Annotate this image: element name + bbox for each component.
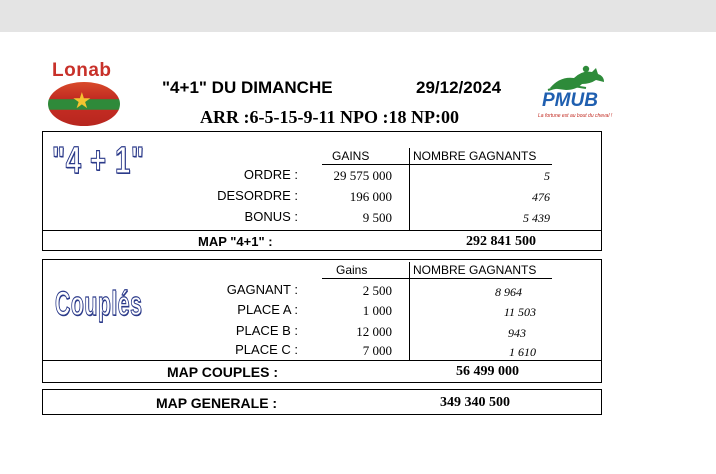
row-winners: 943 [508,326,526,340]
row-label: DESORDRE : [217,188,298,203]
column-divider [409,262,410,360]
map-generale-value: 349 340 500 [440,395,510,410]
row-label: BONUS : [244,209,298,224]
gains-header: Gains [336,263,368,277]
map-couples-label: MAP COUPLES : [167,364,278,380]
row-winners: 8 964 [495,285,522,299]
section-4plus1-big-label: "4 + 1" [52,140,145,182]
map-generale-label: MAP GENERALE : [156,395,278,411]
row-gain: 196 000 [349,189,392,204]
row-gain: 12 000 [356,324,392,339]
row-label: PLACE A : [237,302,298,317]
row-label: ORDRE : [243,167,298,182]
winners-header: NOMBRE GAGNANTS [413,263,537,277]
section-4plus1-divider [42,230,602,231]
gains-header: GAINS [332,149,370,163]
map-4plus1-label: MAP "4+1" : [198,234,273,249]
header-underline [322,278,552,279]
map-couples-value: 56 499 000 [456,364,519,379]
winners-header: NOMBRE GAGNANTS [413,149,537,163]
pmub-tagline: La fortune est au bout du cheval ! [538,113,613,119]
column-divider [409,148,410,230]
lonab-logo [46,60,124,130]
row-label: GAGNANT : [226,282,298,297]
top-bar [0,0,716,32]
row-winners: 5 [544,169,550,183]
map-generale-box [42,389,602,415]
row-winners: 476 [532,190,550,204]
row-gain: 9 500 [362,210,392,225]
header-underline [322,164,552,165]
section-couples-divider [42,360,602,361]
draw-date: 29/12/2024 [416,78,502,97]
row-gain: 2 500 [362,283,392,298]
row-gain: 7 000 [362,343,392,358]
lonab-logo-text: Lonab [52,60,112,81]
row-label: PLACE B : [235,323,298,338]
star-icon: ★ [72,88,92,113]
row-gain: 29 575 000 [333,168,392,183]
row-winners: 5 439 [523,211,550,225]
map-4plus1-value: 292 841 500 [466,234,536,249]
pmub-logo-text: PMUB [542,90,598,111]
row-winners: 1 610 [509,345,536,359]
row-label: PLACE C : [235,342,298,357]
row-gain: 1 000 [362,303,392,318]
page-title: "4+1" DU DIMANCHE [162,78,333,97]
section-couples-big-label: Couplés [55,285,143,323]
row-winners: 11 503 [503,305,536,319]
pmub-logo [528,64,618,124]
arrival-line: ARR :6-5-15-9-11 NPO :18 NP:00 [200,107,459,127]
